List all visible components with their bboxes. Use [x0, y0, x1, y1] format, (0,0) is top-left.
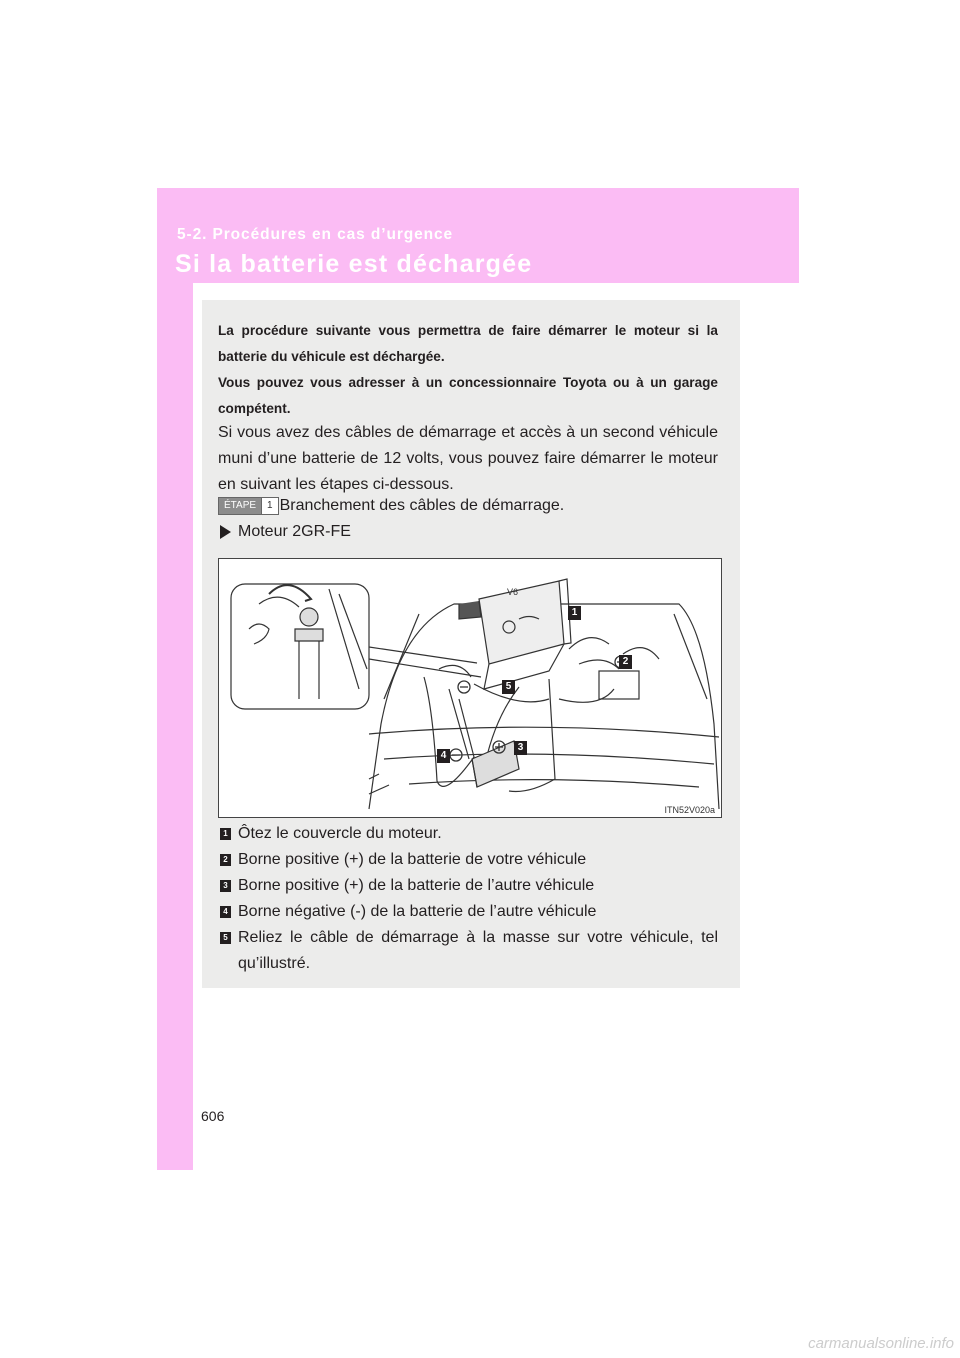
intro-text: [218, 318, 718, 422]
item-text: Reliez le câble de démarrage à la masse sur votre véhicule, tel qu’illustré.: [238, 929, 718, 972]
step-badge-label: ÉTAPE: [219, 498, 261, 514]
item-text: Borne positive (+) de la batterie de votre véhicule: [238, 851, 587, 868]
item-number: 2: [220, 854, 231, 866]
step-row: [218, 495, 564, 517]
figure-callout-5: 5: [502, 680, 515, 694]
triangle-bullet-icon: [220, 525, 231, 539]
watermark: carmanualsonline.info: [808, 1335, 954, 1352]
list-item: [220, 925, 718, 977]
list-item: [220, 899, 718, 925]
item-text: Borne négative (-) de la batterie de l’autre véhicule: [238, 903, 597, 920]
list-item: [220, 847, 718, 873]
figure-callout-1: 1: [568, 606, 581, 620]
engine-label: Moteur 2GR-FE: [238, 523, 351, 540]
figure-code: ITN52V020a: [664, 805, 715, 815]
intro-line-1: La procédure suivante vous permettra de faire démarrer le moteur si la batterie du véhicule est déchargée.: [218, 323, 718, 364]
side-strip: [157, 188, 193, 1170]
body-paragraph: Si vous avez des câbles de démarrage et accès à un second véhicule muni d’une batterie de 12 volts, vous pouvez faire démarrer le moteur en suivant les étapes ci-dessous.: [218, 424, 718, 493]
page-number: 606: [201, 1108, 225, 1124]
figure-callout-4: 4: [437, 749, 450, 763]
step-badge: [218, 497, 279, 515]
engine-drawing: [219, 559, 721, 817]
list-item: [220, 873, 718, 899]
figure-callout-3: 3: [514, 741, 527, 755]
intro-line-2: Vous pouvez vous adresser à un concessionnaire Toyota ou à un garage compétent.: [218, 375, 718, 416]
page-title: Si la batterie est déchargée: [175, 250, 533, 278]
item-number: 5: [220, 932, 231, 944]
section-label: 5-2. Procédures en cas d’urgence: [177, 226, 454, 243]
item-text: Ôtez le couvercle du moteur.: [238, 825, 442, 842]
item-number: 1: [220, 828, 231, 840]
engine-illustration: [218, 558, 722, 818]
step-badge-number: 1: [261, 498, 278, 514]
engine-row: [220, 521, 351, 543]
list-item: [220, 821, 718, 847]
item-number: 3: [220, 880, 231, 892]
item-number: 4: [220, 906, 231, 918]
step-text: Branchement des câbles de démarrage.: [279, 497, 565, 514]
item-text: Borne positive (+) de la batterie de l’autre véhicule: [238, 877, 595, 894]
fig-engine-badge: V6: [507, 587, 519, 597]
figure-callout-2: 2: [619, 655, 632, 669]
